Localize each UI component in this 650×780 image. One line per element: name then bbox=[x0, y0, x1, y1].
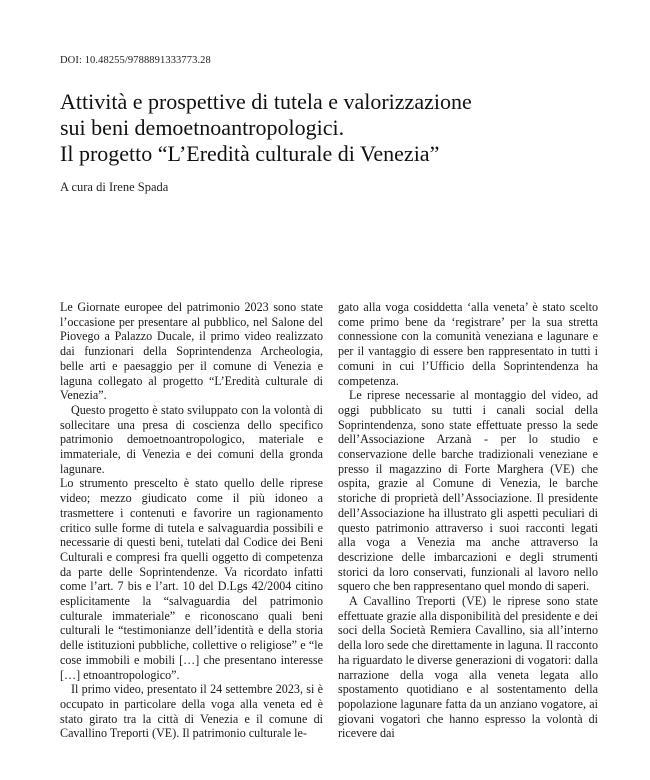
left-column bbox=[60, 300, 323, 741]
paragraph: Questo progetto è stato sviluppato con la volontà di sollecitare una presa di coscienza dello specifico patrimonio demoetnoantropologico, materiale e immateriale, di Venezia e dei comuni della gronda lagunare. bbox=[60, 402, 323, 476]
paragraph: gato alla voga cosiddetta ‘alla veneta’ è stato scelto come primo bene da ‘registrare’ per la sua stretta connessione con la comunità veneziana e lagunare e per il vantaggio di essere ben rappresentato in tutti i comuni in cui l’Ufficio della Soprintendenza ha competenza. bbox=[338, 300, 598, 388]
paragraph: Lo strumento prescelto è stato quello delle riprese video; mezzo giudicato come il più idoneo a trasmettere i contenuti e favorire un ragionamento critico sulle forme di tutela e salvaguardia possibili e necessarie di questi beni, tutelati dal Codice dei Beni Culturali e compresi fra quelli oggetto di competenza da parte delle Soprintendenze. Va ricordato infatti come l’art. 7 bis e l’art. 10 del D.Lgs 42/2004 citino esplicitamente la “salvaguardia del patrimonio culturale immateriale” e riconoscano quali beni culturali le “testimonianze dell’identità e della storia delle istituzioni pubbliche, collettive o religiose” e “le cose immobili e mobili […] che presentano interesse […] etnoantropologico”. bbox=[60, 476, 323, 682]
paragraph: Le riprese necessarie al montaggio del video, ad oggi pubblicato su tutti i canali social della Soprintendenza, sono state effettuate presso la sede dell’Associazione Arzanà - per lo studio e conservazione delle barche tradizionali veneziane e presso il magazzino di Forte Marghera (VE) che ospita, grazie al Comune di Venezia, le barche storiche di proprietà dell’Associazione. Il presidente dell’Associazione ha illustrato gli aspetti peculiari di questo patrimonio attraverso i suoi racconti legati alla voga a Venezia ma anche attraverso la descrizione delle imbarcazioni e degli strumenti storici da loro conservati, funzionali al lavoro nello squero che ben rappresentano quel mondo di saperi. bbox=[338, 388, 598, 594]
title-line-3: Il progetto “L’Eredità culturale di Venezia” bbox=[60, 141, 440, 166]
paragraph: A Cavallino Treporti (VE) le riprese sono state effettuate grazie alla disponibilità del presidente e dei soci della Società Remiera Cavallino, sia all’interno della loro sede che direttamente in laguna. Il racconto ha riguardato le diverse generazioni di vogatori: dalla narrazione della voga alla veneta legata allo spostamento quotidiano e al sostentamento della popolazione lagunare fatta da un anziano vogatore, ai giovani vogatori che hanno espresso la volontà di ricevere dai bbox=[338, 594, 598, 741]
doi-label: DOI: 10.48255/9788891333773.28 bbox=[60, 55, 211, 66]
right-column bbox=[338, 300, 598, 741]
editor-credit: A cura di Irene Spada bbox=[60, 180, 169, 194]
title-line-1: Attività e prospettive di tutela e valorizzazione bbox=[60, 89, 472, 114]
title-line-2: sui beni demoetnoantropologici. bbox=[60, 115, 345, 140]
paragraph: Le Giornate europee del patrimonio 2023 sono state l’occasione per presentare al pubblico, nel Salone del Piovego a Palazzo Ducale, il primo video realizzato dai funzionari della Soprintendenza Archeologia, belle arti e paesaggio per il comune di Venezia e laguna collegato al progetto “L’Eredità culturale di Venezia”. bbox=[60, 300, 323, 403]
article-title bbox=[60, 89, 600, 167]
paragraph: Il primo video, presentato il 24 settembre 2023, si è occupato in particolare della voga alla veneta ed è stato girato tra la città di Venezia e il comune di Cavallino Treporti (VE). Il patrimonio culturale le- bbox=[60, 682, 323, 741]
